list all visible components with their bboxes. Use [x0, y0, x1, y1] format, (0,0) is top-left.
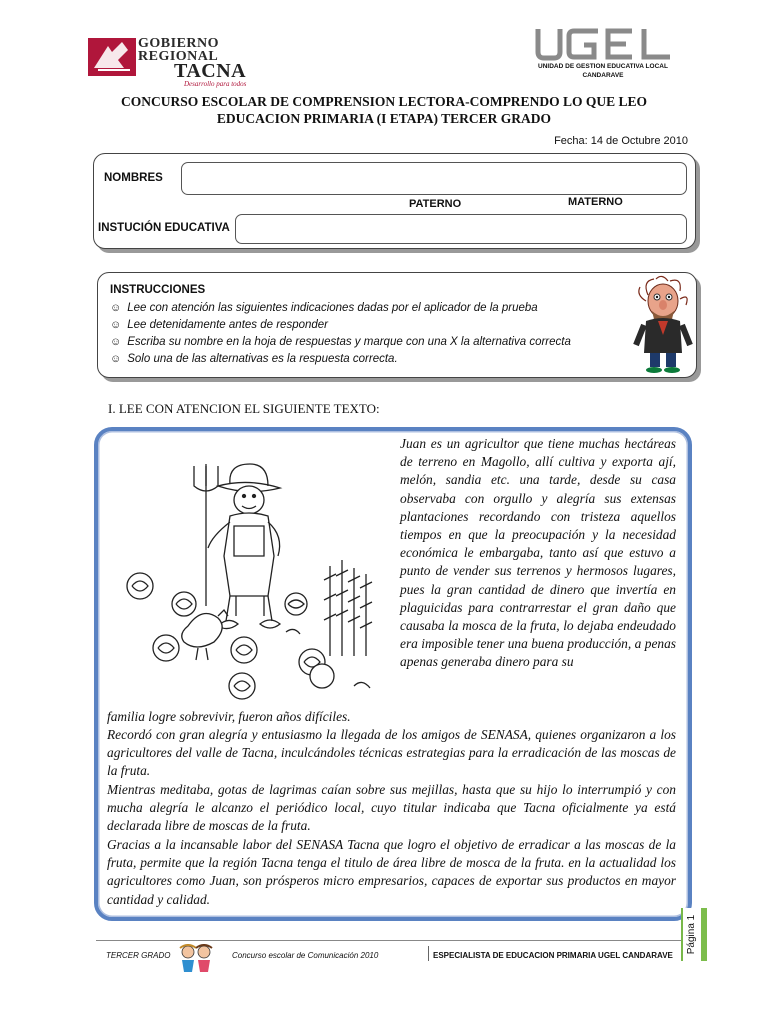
- instruction-item: ☺ Escriba su nombre en la hoja de respuestas y marque con una X la alternativa correcta: [110, 336, 571, 348]
- instruction-item: ☺ Lee detenidamente antes de responder: [110, 319, 328, 331]
- student-info-box: [93, 153, 696, 249]
- farmer-illustration-icon: [118, 456, 388, 706]
- reading-paragraph-1: Juan es un agricultor que tiene muchas hectáreas de terreno en Magollo, allí cultiva y exporta ají, melón, sandia etc. una tarde, desde su casa observaba con orgullo y alegría sus extensas plantaciones recordando con tristeza aquellos tiempos en que la preocupación y la necesidad económica le embargaba, tanto así que estuvo a punto de vender sus terrenos y hermosos lugares, pues la gran cantidad de dinero que invertía en plaguicidas para contrarrestar el gran daño que causaba la mosca de la fruta, lo dejaba endeudado era imposible tener una buena producción, a penas apenas generaba dinero para su: [400, 436, 676, 670]
- logo-text-regional: REGIONAL: [138, 49, 219, 64]
- document-title-line2: EDUCACION PRIMARIA (I ETAPA) TERCER GRADO: [216, 111, 552, 126]
- ugel-name-line1: UNIDAD DE GESTION EDUCATIVA LOCAL: [538, 63, 668, 70]
- reading-paragraph-2: Recordó con gran alegría y entusiasmo la llegada de los amigos de SENASA, quienes organizaron a los agricultores del valle de Tacna, inculcándoles técnicas estrategias para la erradicación de las moscas de la fruta.: [107, 727, 676, 779]
- paterno-label: PATERNO: [409, 198, 462, 210]
- smiley-icon: ☺: [110, 302, 122, 314]
- section-title: I. LEE CON ATENCION EL SIGUIENTE TEXTO:: [108, 401, 380, 416]
- footer-grade: TERCER GRADO: [106, 951, 171, 960]
- ugel-name-line2: CANDARAVE: [582, 72, 624, 79]
- page-number: Página 1: [686, 914, 698, 955]
- reading-paragraph-3: Mientras meditaba, gotas de lagrimas caían sobre sus mejillas, hasta que su hijo lo interrumpió y con mucha alegría le alcanzo el periódico local, cuyo titular indicaba que Tacna oficialmente ya está declarada libre de moscas de la fruta.: [107, 782, 676, 834]
- instructions-title: INSTRUCCIONES: [110, 284, 206, 296]
- instruction-item: ☺ Solo una de las alternativas es la respuesta correcta.: [110, 353, 398, 365]
- smiley-icon: ☺: [110, 353, 122, 365]
- page-number-tab: [681, 908, 707, 961]
- smiley-icon: ☺: [110, 336, 122, 348]
- ugel-logo: [520, 26, 686, 86]
- reading-paragraph-1-continuation: familia logre sobrevivir, fueron años difíciles.: [107, 709, 351, 724]
- reading-paragraph-4: Gracias a la incansable labor del SENASA Tacna que logro el objetivo de erradicar a las moscas de la fruta, permite que la región Tacna tenga el titulo de área libre de mosca de la fruta. en la actualidad los agricultores como Juan, son prósperos micro empresarios, capaces de exportar sus productos en mayor cantidad y calidad.: [107, 837, 676, 907]
- instructions-box: [97, 272, 697, 378]
- ugel-wordmark-icon: [532, 26, 674, 62]
- cartoon-character-icon: [632, 275, 694, 375]
- children-clipart-icon: [176, 944, 216, 974]
- instruction-item: ☺ Lee con atención las siguientes indicaciones dadas por el aplicador de la prueba: [110, 302, 538, 314]
- page-tab-bar: [701, 908, 707, 961]
- document-title-line1: CONCURSO ESCOLAR DE COMPRENSION LECTORA-COMPRENDO LO QUE LEO: [121, 94, 647, 109]
- footer-specialist: ESPECIALISTA DE EDUCACION PRIMARIA UGEL CANDARAVE: [433, 951, 673, 960]
- materno-label: MATERNO: [568, 196, 623, 208]
- footer-contest: Concurso escolar de Comunicación 2010: [232, 951, 379, 960]
- institucion-field[interactable]: [235, 214, 687, 244]
- nombres-label: NOMBRES: [104, 172, 163, 184]
- footer-separator: [428, 946, 429, 961]
- logo-text-tacna: TACNA: [174, 60, 247, 82]
- institucion-label: INSTUCIÓN EDUCATIVA: [98, 222, 230, 234]
- date-label: Fecha: 14 de Octubre 2010: [554, 135, 688, 147]
- gobierno-regional-tacna-logo: [88, 36, 258, 88]
- nombres-field[interactable]: [181, 162, 687, 195]
- smiley-icon: ☺: [110, 319, 122, 331]
- tacna-emblem-icon: [88, 38, 136, 76]
- footer-divider: [96, 940, 696, 941]
- logo-tagline: Desarrollo para todos: [184, 80, 247, 88]
- logo-text-gobierno: GOBIERNO: [138, 36, 220, 51]
